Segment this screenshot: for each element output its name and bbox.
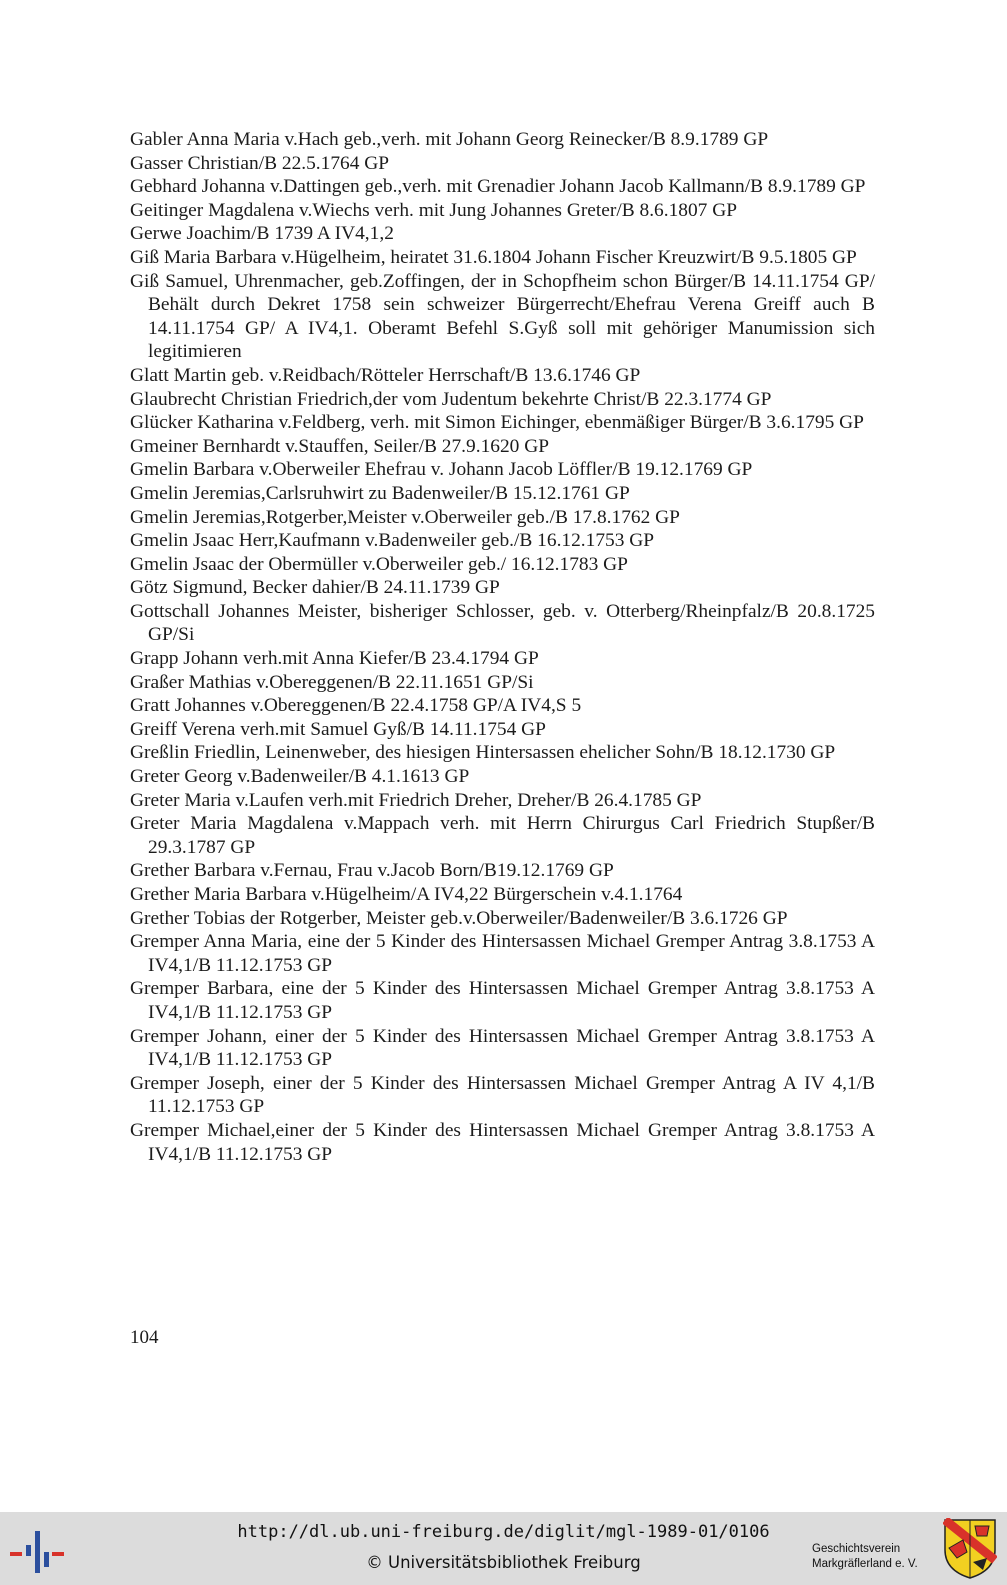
list-item: Greiff Verena verh.mit Samuel Gyß/B 14.11.1754 GP — [130, 718, 546, 740]
list-item: Glatt Martin geb. v.Reidbach/Rötteler Herrschaft/B 13.6.1746 GP — [130, 364, 641, 386]
page-number: 104 — [130, 1327, 159, 1348]
list-item: Götz Sigmund, Becker dahier/B 24.11.1739 GP — [130, 577, 500, 599]
list-item: Gmelin Barbara v.Oberweiler Ehefrau v. Johann Jacob Löffler/B 19.12.1769 GP — [130, 459, 753, 481]
list-item: Greßlin Friedlin, Leinenweber, des hiesigen Hintersassen ehelicher Sohn/B 18.12.1730 GP — [130, 742, 836, 764]
list-item: Gremper Joseph, einer der 5 Kinder des Hintersassen Michael Gremper Antrag A IV 4,1/B 11.12.1753 GP — [130, 1072, 875, 1118]
list-item: Gmelin Jsaac Herr,Kaufmann v.Badenweiler geb./B 16.12.1753 GP — [130, 530, 655, 552]
list-item: Gabler Anna Maria v.Hach geb.,verh. mit Johann Georg Reinecker/B 8.9.1789 GP — [130, 129, 769, 150]
entry-list — [130, 128, 875, 1166]
list-item: Grether Maria Barbara v.Hügelheim/A IV4,22 Bürgerschein v.4.1.1764 — [130, 884, 683, 905]
list-item: Greter Georg v.Badenweiler/B 4.1.1613 GP — [130, 766, 470, 788]
list-item: Glücker Katharina v.Feldberg, verh. mit Simon Eichinger, ebenmäßiger Bürger/B 3.6.1795 GP — [130, 412, 864, 434]
list-item: Gottschall Johannes Meister, bisheriger Schlosser, geb. v. Otterberg/Rheinpfalz/B 20.8.1725 GP/Si — [130, 600, 875, 646]
list-item: Gmelin Jsaac der Obermüller v.Oberweiler geb./ 16.12.1783 GP — [130, 553, 628, 575]
society-name-line1: Geschichtsverein — [812, 1543, 901, 1555]
list-item: Gmelin Jeremias,Rotgerber,Meister v.Oberweiler geb./B 17.8.1762 GP — [130, 506, 680, 528]
copyright-text: © Universitätsbibliothek Freiburg — [366, 1553, 641, 1572]
list-item: Graßer Mathias v.Obereggenen/B 22.11.1651 GP/Si — [130, 671, 534, 693]
list-item: Giß Maria Barbara v.Hügelheim, heiratet 31.6.1804 Johann Fischer Kreuzwirt/B 9.5.1805 GP — [130, 246, 857, 268]
footer-bar — [0, 1512, 1007, 1585]
list-item: Gremper Johann, einer der 5 Kinder des Hintersassen Michael Gremper Antrag 3.8.1753 A IV4,1/B 11.12.1753 GP — [130, 1025, 875, 1071]
list-item: Gratt Johannes v.Obereggenen/B 22.4.1758 GP/A IV4,S 5 — [130, 695, 582, 717]
coat-of-arms-icon[interactable] — [943, 1518, 997, 1580]
list-item: Gebhard Johanna v.Dattingen geb.,verh. mit Grenadier Johann Jacob Kallmann/B 8.9.1789 GP — [130, 176, 866, 198]
list-item: Glaubrecht Christian Friedrich,der vom Judentum bekehrte Christ/B 22.3.1774 GP — [130, 388, 772, 410]
list-item: Grether Tobias der Rotgerber, Meister geb.v.Oberweiler/Badenweiler/B 3.6.1726 GP — [130, 907, 788, 929]
list-item: Gremper Anna Maria, eine der 5 Kinder des Hintersassen Michael Gremper Antrag 3.8.1753 A IV4,1/B 11.12.1753 GP — [130, 931, 875, 976]
list-item: Gremper Barbara, eine der 5 Kinder des Hintersassen Michael Gremper Antrag 3.8.1753 A IV4,1/B 11.12.1753 GP — [130, 978, 875, 1023]
list-item: Gremper Michael,einer der 5 Kinder des Hintersassen Michael Gremper Antrag 3.8.1753 A IV4,1/B 11.12.1753 GP — [130, 1119, 875, 1165]
society-name-line2: Markgräflerland e. V. — [812, 1558, 918, 1570]
list-item: Gasser Christian/B 22.5.1764 GP — [130, 152, 390, 174]
list-item: Grapp Johann verh.mit Anna Kiefer/B 23.4.1794 GP — [130, 648, 539, 670]
list-item: Gmelin Jeremias,Carlsruhwirt zu Badenweiler/B 15.12.1761 GP — [130, 482, 630, 504]
list-item: Greter Maria v.Laufen verh.mit Friedrich Dreher, Dreher/B 26.4.1785 GP — [130, 789, 702, 811]
list-item: Greter Maria Magdalena v.Mappach verh. mit Herrn Chirurgus Carl Friedrich Stupßer/B 29.3.1787 GP — [130, 813, 875, 858]
list-item: Geitinger Magdalena v.Wiechs verh. mit Jung Johannes Greter/B 8.6.1807 GP — [130, 199, 738, 221]
list-item: Grether Barbara v.Fernau, Frau v.Jacob Born/B19.12.1769 GP — [130, 860, 614, 882]
list-item: Gmeiner Bernhardt v.Stauffen, Seiler/B 27.9.1620 GP — [130, 435, 549, 457]
source-url-link[interactable]: http://dl.ub.uni-freiburg.de/diglit/mgl-1989-01/0106 — [237, 1522, 770, 1542]
society-name — [812, 1542, 918, 1572]
list-item: Giß Samuel, Uhrenmacher, geb.Zoffingen, der in Schopfheim schon Bürger/B 14.11.1754 GP/ Behält durch Dekret 1758 sein schweizer Bürgerrecht/Ehefrau Verena Greiff auch B 14.11.1754 GP/ A IV4,1. Oberamt Befehl S.Gyß soll mit gehöriger Manumission sich legitimieren — [130, 270, 875, 363]
list-item: Gerwe Joachim/B 1739 A IV4,1,2 — [130, 223, 394, 245]
